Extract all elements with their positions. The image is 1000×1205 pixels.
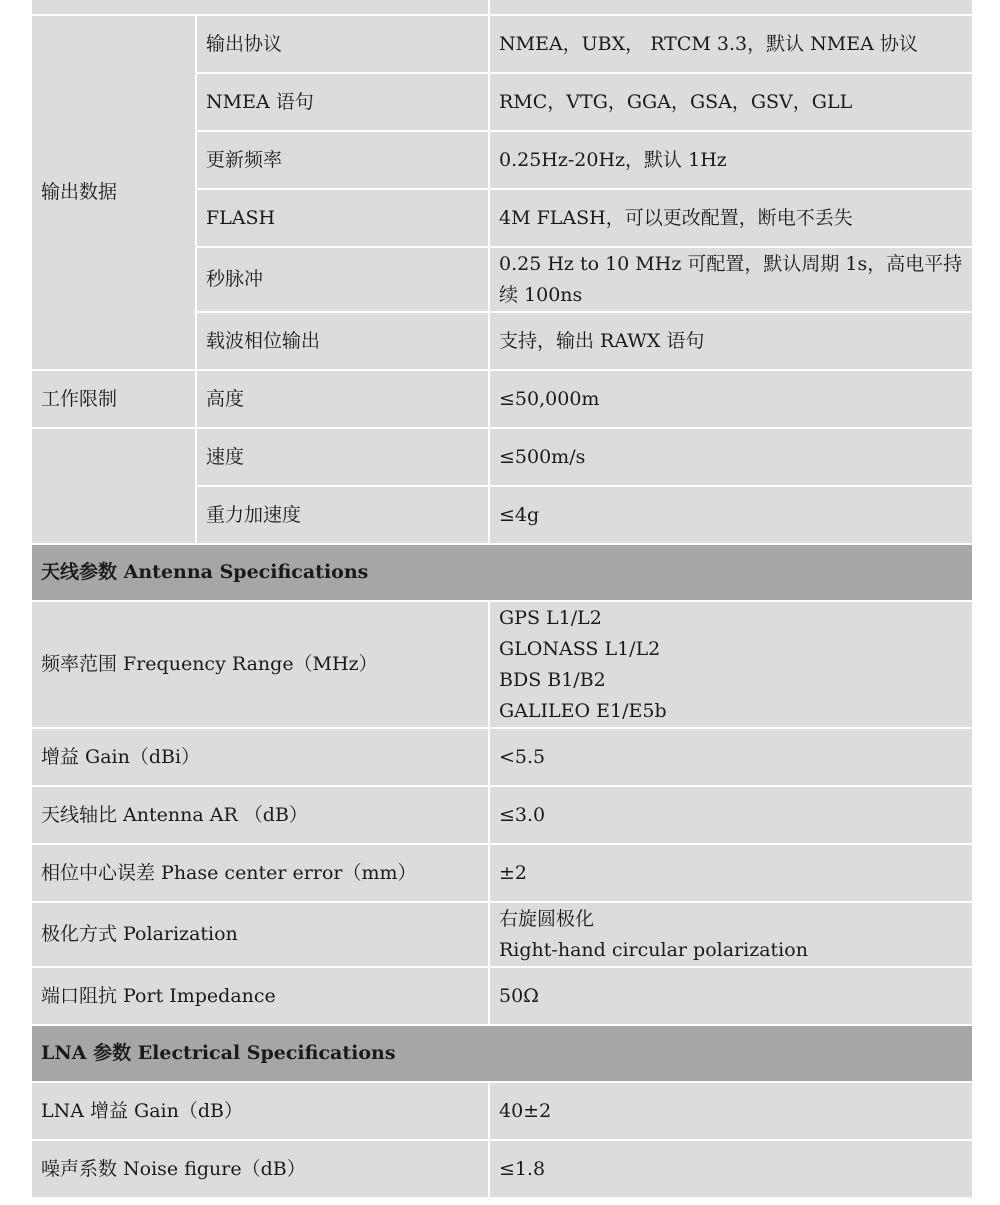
param-value xyxy=(489,601,973,728)
param-value: RMC，VTG，GGA，GSA，GSV，GLL xyxy=(489,73,973,131)
param-value: ≤4g xyxy=(489,486,973,544)
group-label-empty xyxy=(31,428,196,544)
param-value: NMEA，UBX， RTCM 3.3，默认 NMEA 协议 xyxy=(489,15,973,73)
param-value: ±2 xyxy=(489,844,973,902)
lna-section-header: LNA 参数 Electrical Specifications xyxy=(31,1025,973,1082)
section-header-row xyxy=(31,1025,973,1082)
param-name: 更新频率 xyxy=(196,131,489,189)
spec-cell xyxy=(489,0,973,15)
param-name: 速度 xyxy=(196,428,489,486)
param-value: ≤500m/s xyxy=(489,428,973,486)
table-row xyxy=(31,902,973,967)
table-row xyxy=(31,428,973,486)
param-name: 秒脉冲 xyxy=(196,247,489,312)
param-value: ≤1.8 xyxy=(489,1140,973,1198)
antenna-section-header: 天线参数 Antenna Specifications xyxy=(31,544,973,601)
param-name: LNA 增益 Gain（dB） xyxy=(31,1082,489,1140)
frequency-band: GLONASS L1/L2 xyxy=(499,637,661,660)
param-value: 0.25 Hz to 10 MHz 可配置，默认周期 1s，高电平持续 100ns xyxy=(489,247,973,312)
table-row xyxy=(31,786,973,844)
polarization-cn: 右旋圆极化 xyxy=(499,907,595,930)
param-value: 4M FLASH，可以更改配置，断电不丢失 xyxy=(489,189,973,247)
param-name: 增益 Gain（dBi） xyxy=(31,728,489,786)
param-name: 高度 xyxy=(196,370,489,428)
frequency-band: GALILEO E1/E5b xyxy=(499,699,667,722)
spec-table xyxy=(30,0,974,1199)
table-row xyxy=(31,15,973,73)
table-row xyxy=(31,0,973,15)
table-row xyxy=(31,728,973,786)
section-header-row xyxy=(31,544,973,601)
param-name: 频率范围 Frequency Range（MHz） xyxy=(31,601,489,728)
frequency-band: GPS L1/L2 xyxy=(499,606,602,629)
param-name: 载波相位输出 xyxy=(196,312,489,370)
table-row xyxy=(31,370,973,428)
param-name: 相位中心误差 Phase center error（mm） xyxy=(31,844,489,902)
param-value: 50Ω xyxy=(489,967,973,1025)
table-row xyxy=(31,967,973,1025)
table-row xyxy=(31,1140,973,1198)
param-name: 输出协议 xyxy=(196,15,489,73)
param-name: 极化方式 Polarization xyxy=(31,902,489,967)
frequency-band: BDS B1/B2 xyxy=(499,668,606,691)
param-name: 噪声系数 Noise figure（dB） xyxy=(31,1140,489,1198)
param-name: 天线轴比 Antenna AR （dB） xyxy=(31,786,489,844)
param-value: ≤50,000m xyxy=(489,370,973,428)
table-row xyxy=(31,844,973,902)
param-name: 端口阻抗 Port Impedance xyxy=(31,967,489,1025)
table-row xyxy=(31,601,973,728)
param-value: ≤3.0 xyxy=(489,786,973,844)
param-value: 支持，输出 RAWX 语句 xyxy=(489,312,973,370)
param-value: <5.5 xyxy=(489,728,973,786)
param-value: 40±2 xyxy=(489,1082,973,1140)
param-name: NMEA 语句 xyxy=(196,73,489,131)
group-label-limits: 工作限制 xyxy=(31,370,196,428)
param-name: 重力加速度 xyxy=(196,486,489,544)
table-row xyxy=(31,1082,973,1140)
spec-cell xyxy=(31,0,489,15)
group-label-output: 输出数据 xyxy=(31,15,196,370)
param-value xyxy=(489,902,973,967)
param-value: 0.25Hz-20Hz，默认 1Hz xyxy=(489,131,973,189)
param-name: FLASH xyxy=(196,189,489,247)
polarization-en: Right-hand circular polarization xyxy=(499,938,808,961)
